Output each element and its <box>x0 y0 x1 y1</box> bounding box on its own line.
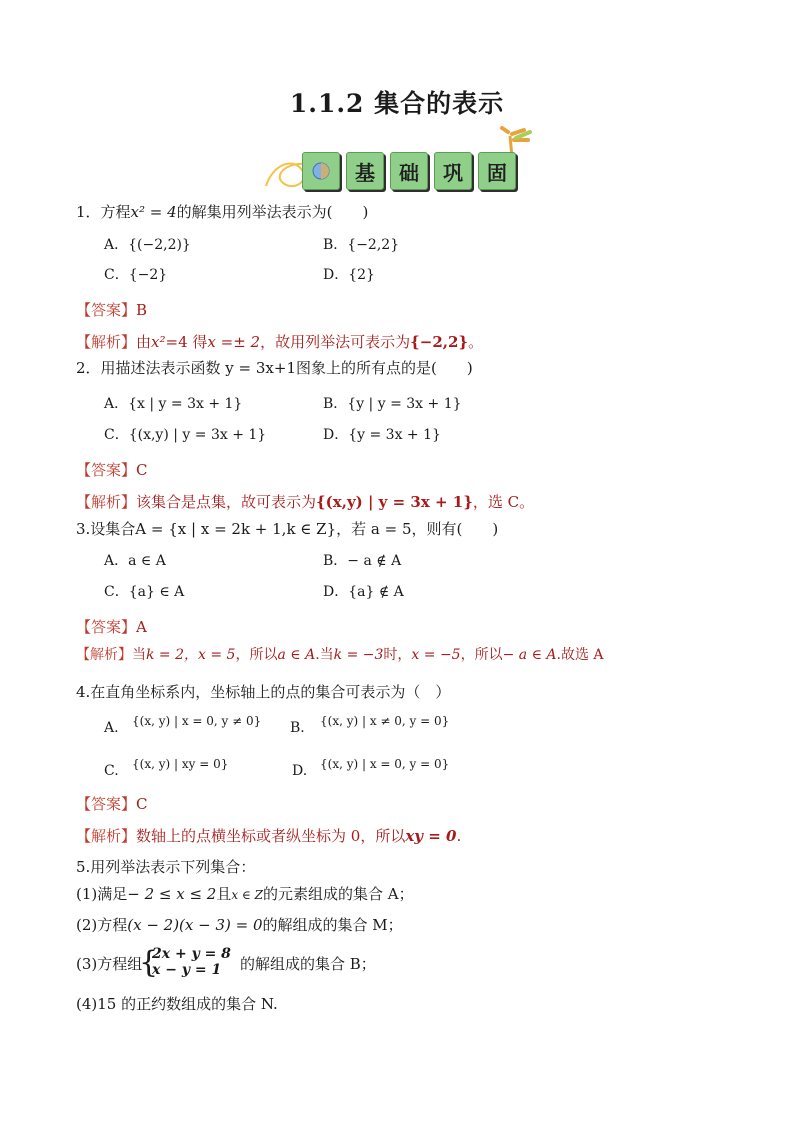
analysis-math: x =± 2 <box>207 333 261 351</box>
q1-stem-post: 的解集用列举法表示为( ) <box>176 203 369 221</box>
banner-char-4: 固 <box>478 152 516 190</box>
analysis-tag: 【解析】 <box>76 493 137 511</box>
q4-answer <box>76 794 148 814</box>
part-text: (2)方程 <box>76 916 128 934</box>
part-text: (3)方程组 <box>76 955 143 973</box>
q3-option-a: A．a ∈ A <box>104 553 166 569</box>
analysis-text: ，所以 <box>235 647 278 663</box>
part-text: 且 <box>216 885 232 903</box>
q4-option-a-label: A. <box>104 720 119 736</box>
part-math: x ∈ Z <box>231 888 263 902</box>
part-text: 的元素组成的集合 A； <box>262 885 414 903</box>
part-math: (x − 2)(x − 3) = 0 <box>127 916 263 934</box>
analysis-math: xy = 0 <box>405 827 457 845</box>
analysis-math: x² <box>151 333 166 351</box>
analysis-tag: 【解析】 <box>76 827 137 845</box>
equation-1: 2x + y = 8 <box>152 946 231 962</box>
q4-option-b-label: B. <box>290 720 305 736</box>
q2-option-d: D．{y = 3x + 1} <box>323 427 441 443</box>
q2-option-a: A．{x | y = 3x + 1} <box>104 396 243 412</box>
analysis-math: {(x,y) | y = 3x + 1} <box>316 493 473 511</box>
answer-tag: 【答案】 <box>76 618 137 636</box>
answer-tag: 【答案】 <box>76 461 137 479</box>
q1-analysis <box>76 332 483 352</box>
answer-tag: 【答案】 <box>76 301 137 319</box>
q3-option-c: C．{a} ∈ A <box>104 584 185 600</box>
q2-option-b: B．{y | y = 3x + 1} <box>323 396 462 412</box>
q5-part-4: (4)15 的正约数组成的集合 N. <box>76 995 278 1013</box>
q5-part-2 <box>76 915 403 935</box>
part-text: 的解组成的集合 M； <box>262 916 403 934</box>
q1-option-a: A．{(−2,2)} <box>104 237 191 253</box>
globe-icon <box>311 161 331 181</box>
question-1-stem <box>76 202 368 222</box>
q5-part-1 <box>76 884 414 905</box>
q1-option-b: B．{−2,2} <box>323 237 400 253</box>
analysis-text: . <box>456 827 462 845</box>
q4-option-c-label: C. <box>104 763 119 779</box>
q4-option-c: {(x, y) | xy = 0} <box>132 757 229 771</box>
q2-analysis <box>76 492 534 512</box>
question-4-stem: 4.在直角坐标系内，坐标轴上的点的集合可表示为（ ） <box>76 683 451 701</box>
analysis-text: =4 得 <box>165 333 208 351</box>
q1-option-c: C．{−2} <box>104 267 168 283</box>
answer-tag: 【答案】 <box>76 795 137 813</box>
analysis-math: {−2,2} <box>410 333 469 351</box>
question-3-stem: 3.设集合A = {x | x = 2k + 1,k ∈ Z}，若 a = 5，则有( ) <box>76 520 499 538</box>
q1-option-d: D．{2} <box>323 267 375 283</box>
equation-2: x − y = 1 <box>152 962 222 978</box>
part-text: (1)满足 <box>76 885 128 903</box>
analysis-text: 。 <box>468 333 484 351</box>
answer-value: A <box>136 618 147 636</box>
answer-value: B <box>136 301 148 319</box>
q4-analysis <box>76 826 461 846</box>
analysis-math: x = −5 <box>411 647 461 663</box>
q1-stem-pre: 1．方程 <box>76 203 131 221</box>
q3-answer <box>76 617 147 637</box>
analysis-text: .当 <box>315 647 334 663</box>
analysis-text: 时， <box>383 647 412 663</box>
analysis-math: k = 2，x = 5 <box>146 647 236 663</box>
analysis-text: 该集合是点集，故可表示为 <box>136 493 317 511</box>
q3-analysis <box>76 645 604 665</box>
section-banner <box>262 126 542 194</box>
question-2-stem: 2．用描述法表示函数 y = 3x+1图象上的所有点的是( ) <box>76 359 473 377</box>
q3-option-b: B．− a ∉ A <box>323 553 402 569</box>
analysis-text: 由 <box>136 333 152 351</box>
part-text: 的解组成的集合 B； <box>240 955 376 973</box>
answer-value: C <box>136 795 148 813</box>
analysis-tag: 【解析】 <box>76 333 137 351</box>
q2-option-c: C．{(x,y) | y = 3x + 1} <box>104 427 267 443</box>
q4-option-d: {(x, y) | x = 0, y = 0} <box>320 757 450 771</box>
q3-option-d: D．{a} ∉ A <box>323 584 404 600</box>
question-5-stem: 5.用列举法表示下列集合： <box>76 858 256 876</box>
banner-char-1: 基 <box>346 152 384 190</box>
analysis-math: a ∈ A <box>277 647 316 663</box>
q4-option-a: {(x, y) | x = 0, y ≠ 0} <box>132 714 262 728</box>
analysis-text: 数轴上的点横坐标或者纵坐标为 0，所以 <box>136 827 406 845</box>
q1-stem-math: x² = 4 <box>130 203 177 221</box>
q1-answer <box>76 300 147 320</box>
analysis-text: .故选 A <box>556 647 604 663</box>
brace-symbol: { <box>139 945 159 980</box>
part-math: − 2 ≤ x ≤ 2 <box>127 885 217 903</box>
analysis-text: ，选 C。 <box>472 493 535 511</box>
banner-char-3: 巩 <box>434 152 472 190</box>
q4-option-d-label: D. <box>292 763 308 779</box>
answer-value: C <box>136 461 148 479</box>
analysis-tag: 【解析】 <box>76 647 132 663</box>
banner-char-2: 础 <box>390 152 428 190</box>
analysis-text: ，所以 <box>460 647 503 663</box>
q2-answer <box>76 460 148 480</box>
analysis-math: k = −3 <box>333 647 384 663</box>
analysis-math: − a ∈ A <box>502 647 557 663</box>
analysis-text: 当 <box>132 647 146 663</box>
analysis-text: ，故用列举法可表示为 <box>260 333 411 351</box>
page-title: 1.1.2 集合的表示 <box>289 89 505 118</box>
q4-option-b: {(x, y) | x ≠ 0, y = 0} <box>320 714 450 728</box>
globe-tile <box>302 152 340 190</box>
